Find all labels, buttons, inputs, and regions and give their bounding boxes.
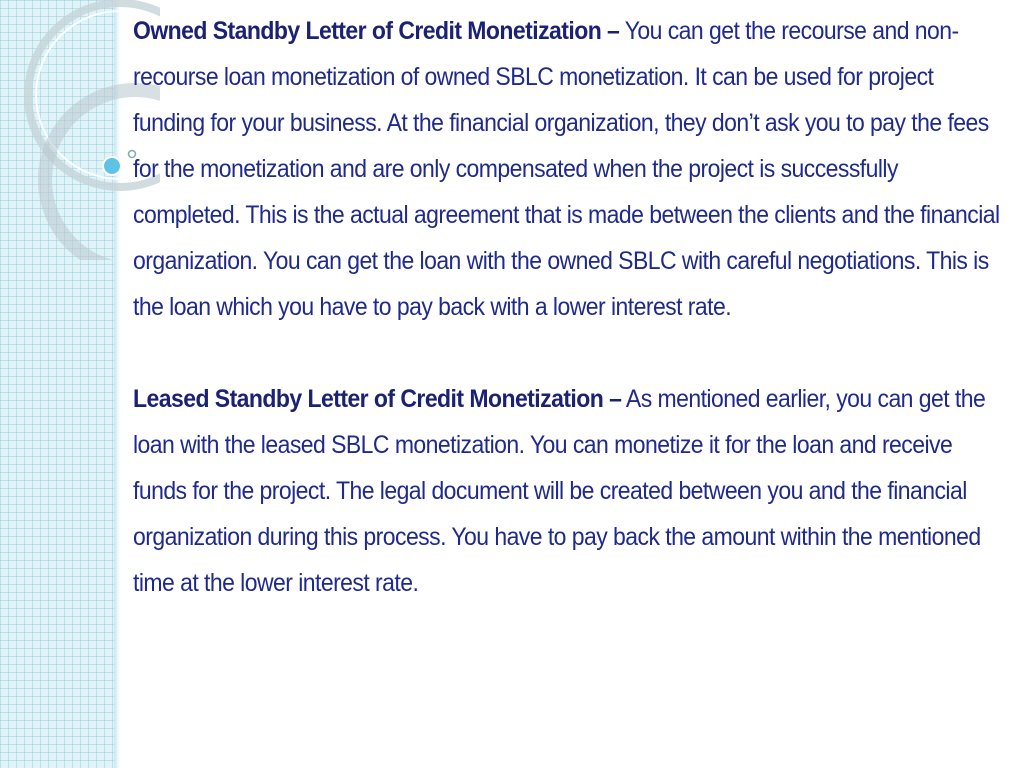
slide-content xyxy=(133,8,1000,606)
paragraph-body: As mentioned earlier, you can get the loan with the leased SBLC monetization. You can monetize it for the loan and receive funds for the project. The legal document will be created between you and the financial organization during this process. You have to pay back the amount within the mentioned time at the lower interest rate. xyxy=(133,385,986,597)
blue-dot-icon xyxy=(103,157,121,175)
paragraph-heading: Owned Standby Letter of Credit Monetization – xyxy=(133,17,620,45)
paragraph-body: You can get the recourse and non-recourse loan monetization of owned SBLC monetization. It can be used for project funding for your business. At the financial organization, they don’t ask you to pay the fees for the monetization and are only compensated when the project is successfully completed. This is the actual agreement that is made between the clients and the financial organization. You can get the loan with the owned SBLC with careful negotiations. This is the loan which you have to pay back with a lower interest rate. xyxy=(133,17,1000,321)
paragraph-heading: Leased Standby Letter of Credit Monetization – xyxy=(133,385,622,413)
paragraph-owned-sblc xyxy=(133,8,1007,330)
paragraph-leased-sblc xyxy=(133,376,1007,606)
